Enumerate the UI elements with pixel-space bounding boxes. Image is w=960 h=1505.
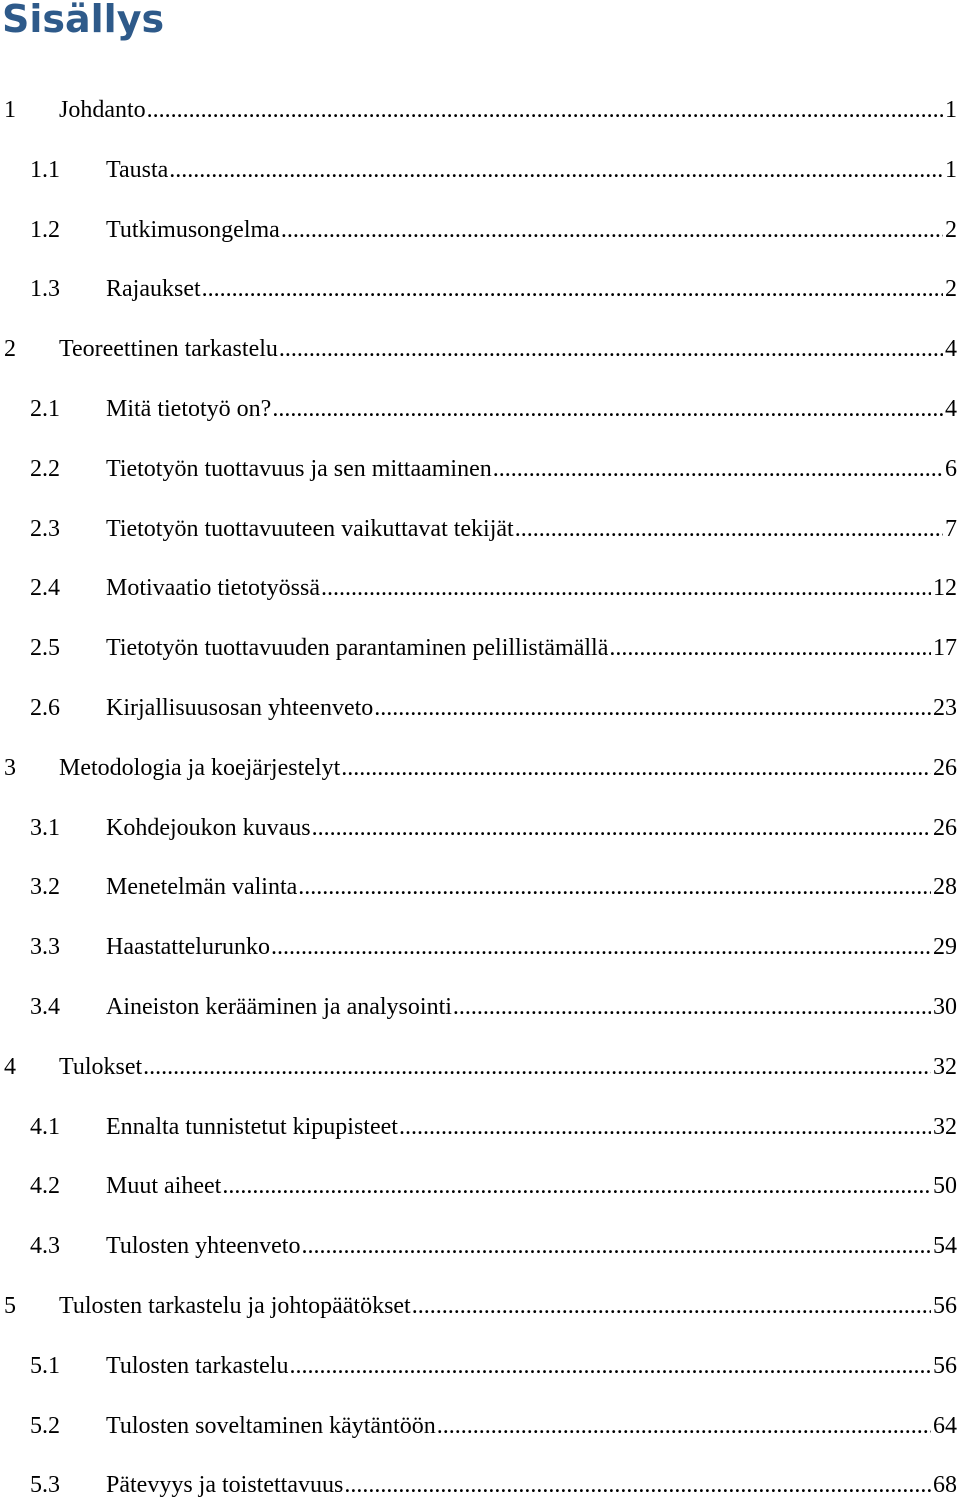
dot-leader [272,389,943,429]
toc-entry-label: Johdanto [59,97,146,123]
toc-entry-label: Rajaukset [106,276,201,303]
toc-entry-page-number: 7 [945,515,957,542]
toc-entry-number: 4.1 [30,1113,60,1140]
toc-entry-number: 1.3 [30,276,60,303]
dot-leader [609,628,931,668]
toc-entry-number: 3.3 [30,934,60,961]
toc-entry-number: 4.3 [30,1233,60,1260]
toc-entry-number: 3.1 [30,814,60,841]
toc-entry-number: 2.1 [30,396,60,422]
toc-entry-number: 2.6 [30,695,60,721]
toc-entry-label: Aineiston kerääminen ja analysointi [106,994,452,1020]
toc-entry[interactable] [0,210,957,250]
toc-entry-page-number: 2 [945,276,957,303]
toc-entry-page-number: 28 [933,874,957,901]
toc-entry[interactable] [0,628,957,668]
dot-leader [222,1166,931,1206]
toc-entry[interactable] [0,269,957,309]
toc-entry[interactable] [0,1166,957,1206]
toc-entry-number: 2.5 [30,635,60,662]
dot-leader [289,1346,931,1386]
toc-entry-number: 3.4 [30,994,60,1020]
toc-entry-number: 4 [4,1053,16,1080]
dot-leader [202,269,943,309]
toc-entry[interactable] [0,748,957,788]
dot-leader [399,1107,931,1147]
toc-entry[interactable] [0,568,957,608]
dot-leader [298,867,931,907]
toc-entry-label: Tietotyön tuottavuuden parantaminen pelillistämällä [106,635,609,662]
page-title: Sisällys [2,0,165,41]
toc-entry-label: Tausta [106,156,169,183]
toc-entry-page-number: 1 [945,97,957,123]
toc-entry-page-number: 12 [933,575,957,602]
toc-entry-number: 1 [4,97,16,123]
dot-leader [341,748,931,788]
toc-entry-page-number: 32 [933,1053,957,1080]
toc-entry[interactable] [0,688,957,728]
toc-entry[interactable] [0,509,957,549]
toc-entry-number: 5.3 [30,1472,60,1499]
toc-entry-label: Tulosten tarkastelu [106,1352,289,1379]
dot-leader [437,1406,931,1446]
dot-leader [344,1465,931,1505]
toc-entry[interactable] [0,329,957,369]
toc-entry-label: Tietotyön tuottavuus ja sen mittaaminen [106,455,492,482]
toc-entry-number: 2.3 [30,515,60,542]
toc-entry[interactable] [0,389,957,429]
toc-entry-label: Pätevyys ja toistettavuus [106,1472,344,1499]
toc-entry-number: 1.2 [30,216,60,243]
toc-entry-label: Tulokset [59,1053,143,1080]
dot-leader [281,210,943,250]
dot-leader [321,568,931,608]
toc-entry-page-number: 29 [933,934,957,961]
toc-entry-page-number: 6 [945,455,957,482]
dot-leader [412,1286,931,1326]
toc-entry-number: 3 [4,754,16,781]
toc-entry[interactable] [0,1286,957,1326]
toc-entry-label: Metodologia ja koejärjestelyt [59,754,341,781]
toc-entry[interactable] [0,449,957,489]
toc-entry-number: 5.2 [30,1412,60,1439]
toc-entry-label: Haastattelurunko [106,934,270,961]
toc-entry-label: Tutkimusongelma [106,216,280,243]
toc-entry-label: Menetelmän valinta [106,874,298,901]
toc-entry[interactable] [0,1465,957,1505]
toc-entry[interactable] [0,1107,957,1147]
toc-entry-label: Kirjallisuusosan yhteenveto [106,695,374,721]
toc-entry-number: 2.4 [30,575,60,602]
toc-entry-label: Tietotyön tuottavuuteen vaikuttavat tekijät [106,515,514,542]
toc-entry-page-number: 4 [945,336,957,363]
toc-entry[interactable] [0,1406,957,1446]
toc-entry-number: 2 [4,336,16,363]
toc-entry-page-number: 56 [933,1352,957,1379]
toc-entry[interactable] [0,927,957,967]
dot-leader [312,808,931,848]
toc-entry-number: 5 [4,1293,16,1319]
toc-entry-page-number: 56 [933,1293,957,1319]
toc-entry-page-number: 64 [933,1412,957,1439]
toc-entry-label: Tulosten soveltaminen käytäntöön [106,1412,436,1439]
toc-entry-page-number: 54 [933,1233,957,1260]
toc-entry-page-number: 26 [933,754,957,781]
toc-entry-page-number: 68 [933,1472,957,1499]
toc-entry[interactable] [0,150,957,190]
toc-entry-label: Ennalta tunnistetut kipupisteet [106,1113,398,1140]
toc-entry-label: Muut aiheet [106,1173,222,1200]
dot-leader [493,449,943,489]
toc-entry-number: 5.1 [30,1352,60,1379]
toc-entry-page-number: 26 [933,814,957,841]
toc-entry-page-number: 4 [945,396,957,422]
toc-entry-page-number: 17 [933,635,957,662]
dot-leader [169,150,943,190]
toc-entry[interactable] [0,987,957,1027]
dot-leader [515,509,943,549]
toc-entry[interactable] [0,1047,957,1087]
toc-entry[interactable] [0,1346,957,1386]
toc-entry-page-number: 1 [945,156,957,183]
toc-entry-number: 1.1 [30,156,60,183]
dot-leader [279,329,943,369]
toc-entry[interactable] [0,90,957,130]
toc-entry-page-number: 23 [933,695,957,721]
toc-entry-page-number: 32 [933,1113,957,1140]
toc-entry-page-number: 50 [933,1173,957,1200]
toc-entry-number: 2.2 [30,455,60,482]
toc-entry[interactable] [0,808,957,848]
dot-leader [271,927,931,967]
toc-entry-label: Mitä tietotyö on? [106,396,272,422]
toc-entry[interactable] [0,867,957,907]
dot-leader [374,688,931,728]
toc-entry[interactable] [0,1226,957,1266]
toc-entry-number: 4.2 [30,1173,60,1200]
dot-leader [147,90,943,130]
dot-leader [143,1047,931,1087]
toc-entry-label: Kohdejoukon kuvaus [106,814,311,841]
dot-leader [301,1226,931,1266]
toc-entry-page-number: 2 [945,216,957,243]
toc-entry-label: Tulosten tarkastelu ja johtopäätökset [59,1293,411,1319]
toc-entry-label: Motivaatio tietotyössä [106,575,320,602]
toc-entry-page-number: 30 [933,994,957,1020]
toc-entry-label: Tulosten yhteenveto [106,1233,301,1260]
dot-leader [453,987,931,1027]
toc-entry-number: 3.2 [30,874,60,901]
toc-entry-label: Teoreettinen tarkastelu [59,336,278,363]
